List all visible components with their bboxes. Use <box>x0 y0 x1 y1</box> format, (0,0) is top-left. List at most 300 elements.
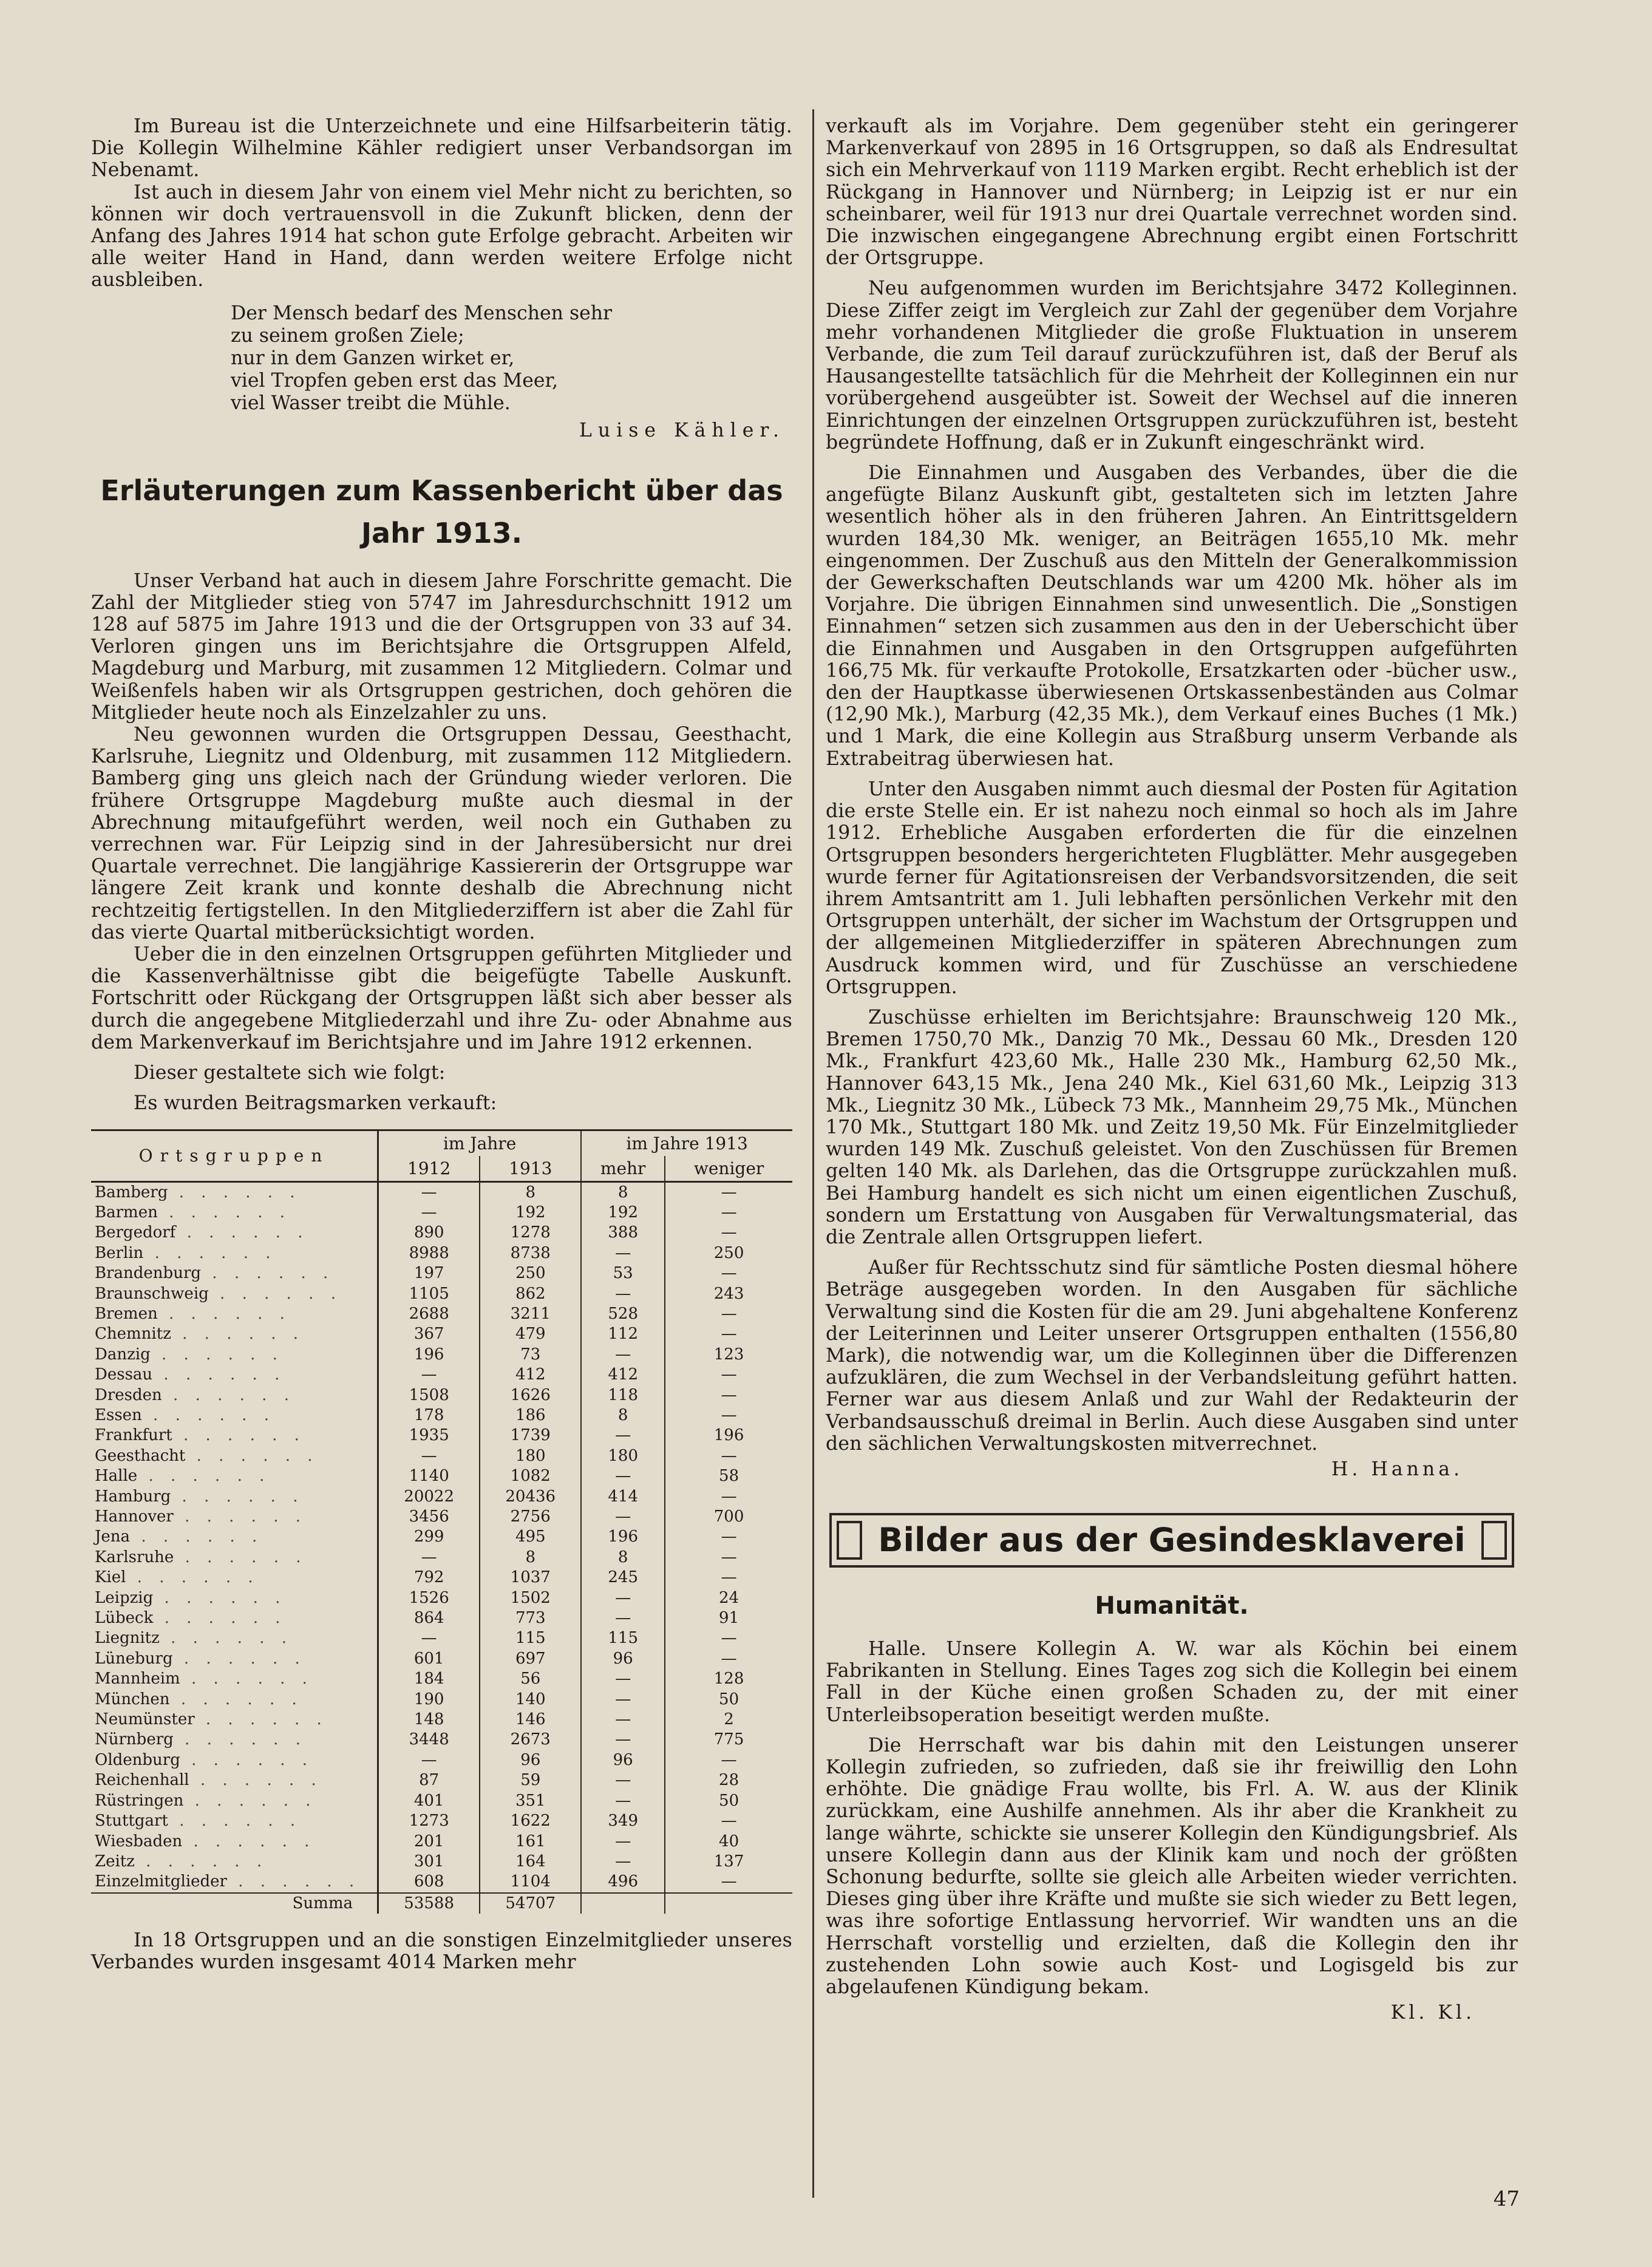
banner-title: Bilder aus der Gesindesklaverei <box>878 1521 1466 1560</box>
row-ortsgruppe <box>91 1527 378 1547</box>
table-row <box>91 1852 792 1872</box>
row-ortsgruppe <box>91 1669 378 1689</box>
row-weniger: — <box>665 1405 792 1426</box>
row-1913: 3211 <box>480 1304 581 1324</box>
row-1913: 773 <box>480 1608 581 1628</box>
table-row <box>91 1730 792 1750</box>
row-1912: — <box>421 1446 437 1465</box>
row-ortsgruppe-name: Reichenhall <box>95 1771 189 1790</box>
row-mehr: — <box>581 1608 665 1628</box>
row-weniger: — <box>665 1811 792 1831</box>
row-ortsgruppe-name: Oldenburg <box>95 1750 180 1769</box>
row-ortsgruppe-name: Einzelmitglieder <box>95 1872 227 1891</box>
leader-dots: . . . . . . <box>168 1812 302 1830</box>
row-weniger: — <box>665 1263 792 1283</box>
table-row <box>91 1466 792 1486</box>
row-1913: 8 <box>480 1181 581 1203</box>
row-1912: 87 <box>419 1771 440 1790</box>
leader-dots: . . . . . . <box>180 1750 314 1769</box>
leader-dots: . . . . . . <box>171 1325 305 1344</box>
row-ortsgruppe-name: Jena <box>95 1528 131 1546</box>
row-1913: 73 <box>480 1345 581 1365</box>
row-ortsgruppe <box>91 1649 378 1669</box>
row-mehr: — <box>581 1284 665 1304</box>
row-mehr: 528 <box>581 1304 665 1324</box>
table-row <box>91 1203 792 1223</box>
row-1912: 197 <box>413 1264 444 1283</box>
table-row <box>91 1385 792 1405</box>
row-mehr: 388 <box>581 1223 665 1243</box>
row-weniger: 137 <box>665 1852 792 1872</box>
row-1913: 8 <box>480 1548 581 1568</box>
row-weniger: — <box>665 1649 792 1669</box>
row-ortsgruppe-name: Lüneburg <box>95 1649 173 1668</box>
row-ortsgruppe <box>91 1852 378 1872</box>
row-ortsgruppe-name: Stuttgart <box>95 1812 168 1830</box>
row-weniger: — <box>665 1304 792 1324</box>
table-row <box>91 1791 792 1811</box>
header-im-jahre: im Jahre <box>443 1133 517 1154</box>
table-row <box>91 1608 792 1628</box>
row-ortsgruppe <box>91 1628 378 1648</box>
row-ortsgruppe <box>91 1203 378 1223</box>
table-row <box>91 1243 792 1263</box>
row-ortsgruppe-name: Geesthacht <box>95 1446 186 1465</box>
row-ortsgruppe-name: Bergedorf <box>95 1223 176 1242</box>
poem-line: nur in dem Ganzen wirket er, <box>231 347 515 369</box>
row-1913: 8738 <box>480 1243 581 1263</box>
column-divider <box>812 109 814 2198</box>
row-1913: 250 <box>480 1263 581 1283</box>
table-body <box>91 1181 792 1893</box>
row-weniger: 250 <box>665 1243 792 1263</box>
row-mehr: 496 <box>581 1872 665 1892</box>
banner-ornament-right <box>1481 1521 1507 1560</box>
row-1913: 164 <box>480 1852 581 1872</box>
row-1913: 1739 <box>480 1426 581 1446</box>
table-row <box>91 1181 792 1203</box>
leader-dots: . . . . . . <box>173 1507 307 1526</box>
banner-ornament-left <box>837 1521 862 1560</box>
story-signature: Kl. Kl. <box>1390 2002 1475 2024</box>
left-column <box>91 115 792 1974</box>
row-1912: 1273 <box>409 1812 449 1830</box>
row-weniger: 58 <box>665 1466 792 1486</box>
row-1912: — <box>421 1365 437 1384</box>
poem <box>231 302 792 415</box>
body-paragraph: Ueber die in den einzelnen Ortsgruppen geführten Mitglieder und die Kassenverhältnisse gibt die beigefügte Tabelle Auskunft. Fortschritt oder Rückgang der Ortsgruppen läßt sich aber besser als durch die angegebene Mitgliederzahl und ihre Zu- oder Abnahme aus dem Markenverkauf im Berichtsjahre und im Jahre 1912 erkennen. <box>91 943 792 1053</box>
row-weniger: 28 <box>665 1770 792 1790</box>
row-mehr: 412 <box>581 1365 665 1385</box>
table-row <box>91 1284 792 1304</box>
row-mehr: 118 <box>581 1385 665 1405</box>
leader-dots: . . . . . . <box>172 1649 306 1668</box>
closing-paragraph: In 18 Ortsgruppen und an die sonstigen Einzelmitglieder unseres Verbandes wurden insgesamt 4014 Marken mehr <box>91 1929 792 1974</box>
row-ortsgruppe-name: Wiesbaden <box>95 1832 183 1851</box>
row-1912: 299 <box>413 1528 444 1546</box>
table-row <box>91 1446 792 1466</box>
row-weniger: — <box>665 1548 792 1568</box>
row-1913: 192 <box>480 1203 581 1223</box>
row-1913: 351 <box>480 1791 581 1811</box>
leader-dots: . . . . . . <box>185 1446 319 1465</box>
body-paragraph: Neu gewonnen wurden die Ortsgruppen Dessau, Geesthacht, Karlsruhe, Liegnitz und Oldenburg, mit zusammen 112 Mitgliedern. Bamberg ging uns gleich nach der Gründung wieder verloren. Die frühere Ortsgruppe Magdeburg mußte auch diesmal in der Abrechnung mitaufgeführt werden, weil noch ein Guthaben zu verrechnen war. Für Leipzig sind in der Jahresübersicht nur drei Quartale verrechnet. Die langjährige Kassiererin der Ortsgruppe war längere Zeit krank und konnte deshalb die Abrechnung nicht rechtzeitig fertigstellen. In den Mitgliederziffern ist aber die Zahl für das vierte Quartal mitberücksichtigt worden. <box>91 724 792 943</box>
row-ortsgruppe <box>91 1750 378 1770</box>
row-1912: 148 <box>413 1710 444 1729</box>
leader-dots: . . . . . . <box>180 1670 313 1688</box>
row-1912: 8988 <box>409 1243 449 1262</box>
row-1912: 2688 <box>409 1304 449 1323</box>
row-ortsgruppe <box>91 1365 378 1385</box>
row-weniger: 700 <box>665 1507 792 1527</box>
row-1912: 608 <box>413 1872 444 1891</box>
row-mehr: — <box>581 1507 665 1527</box>
row-ortsgruppe-name: Mannheim <box>95 1670 180 1688</box>
body-paragraph: Die Einnahmen und Ausgaben des Verbandes, über die die angefügte Bilanz Auskunft gibt, gestalteten sich im letzten Jahre wesentlich höher als in den früheren Jahren. An Eintrittsgeldern wurden 184,30 Mk. weniger, an Beiträgen 1655,10 Mk. mehr eingenommen. Der Zuschuß aus den Mitteln der Generalkommission der Gewerkschaften Deutschlands war um 4200 Mk. höher als im Vorjahre. Die übrigen Einnahmen sind unwesentlich. Die „Sonstigen Einnahmen“ setzen sich zusammen aus den in der Ueberschicht über die Einnahmen und Ausgaben in den Ortsgruppen aufgeführten 166,75 Mk. für verkaufte Protokolle, Ersatzkarten oder -bücher usw., den der Hauptkasse überwiesenen Ortskassenbeständen aus Colmar (12,90 Mk.), Marburg (42,35 Mk.), dem Verkauf eines Buches (1 Mk.) und 1 Mark, die eine Kollegin aus Straßburg unserm Verbande als Extrabeitrag überwiesen hat. <box>826 462 1518 770</box>
row-mehr: 245 <box>581 1568 665 1588</box>
row-1913: 1082 <box>480 1466 581 1486</box>
table-row <box>91 1527 792 1547</box>
leader-dots: . . . . . . <box>174 1548 307 1566</box>
row-1913: 146 <box>480 1710 581 1730</box>
row-mehr: 180 <box>581 1446 665 1466</box>
row-ortsgruppe-name: Bremen <box>95 1304 158 1323</box>
body-paragraph: Neu aufgenommen wurden im Berichtsjahre 3472 Kolleginnen. Diese Ziffer zeigt im Vergleich zur Zahl der gegenüber dem Vorjahre mehr vorhandenen Mitglieder die große Fluktuation in unserem Verbande, die zum Teil darauf zurückzuführen ist, daß der Beruf als Hausangestellte tatsächlich für die Mehrheit der Kolleginnen ein nur vorübergehend ausgeübter ist. Soweit der Wechsel auf die inneren Einrichtungen der einzelnen Ortsgruppen zurückzuführen ist, besteht begründete Hoffnung, daß er in Zukunft eingeschränkt wird. <box>826 277 1518 454</box>
row-1913: 140 <box>480 1690 581 1710</box>
row-1913: 1037 <box>480 1568 581 1588</box>
row-1912: 184 <box>413 1670 444 1688</box>
row-weniger: 2 <box>665 1710 792 1730</box>
leader-dots: . . . . . . <box>171 1487 304 1506</box>
intro-paragraph-1: Im Bureau ist die Unterzeichnete und eine Hilfsarbeiterin tätig. Die Kollegin Wilhelmine Kähler redigiert unser Verbandsorgan im Nebenamt. <box>91 115 792 182</box>
table-row <box>91 1811 792 1831</box>
row-weniger: — <box>665 1324 792 1344</box>
story-paragraph: Halle. Unsere Kollegin A. W. war als Köchin bei einem Fabrikanten in Stellung. Eines Tages zog sich die Kollegin bei einem Fall in der Küche einen großen Schaden zu, der mit einer Unterleibsoperation beseitigt werden mußte. <box>826 1637 1518 1726</box>
row-mehr: — <box>581 1710 665 1730</box>
row-ortsgruppe-name: Bamberg <box>95 1183 168 1201</box>
row-1912: — <box>421 1203 437 1222</box>
row-ortsgruppe <box>91 1263 378 1283</box>
row-ortsgruppe <box>91 1872 378 1892</box>
row-ortsgruppe-name: Essen <box>95 1405 142 1424</box>
table-row <box>91 1405 792 1426</box>
row-ortsgruppe-name: Hannover <box>95 1507 174 1526</box>
row-ortsgruppe-name: München <box>95 1690 170 1708</box>
total-weniger <box>665 1893 792 1914</box>
row-ortsgruppe <box>91 1608 378 1628</box>
header-mehr: mehr <box>581 1156 665 1182</box>
body-paragraph: Unter den Ausgaben nimmt auch diesmal der Posten für Agitation die erste Stelle ein. Er ist nahezu noch einmal so hoch als im Jahre 1912. Erhebliche Ausgaben erforderten die für die einzelnen Ortsgruppen besonders hergerichteten Flugblätter. Mehr ausgegeben wurde ferner für Agitationsreisen der Verbandsvorsitzenden, die seit ihrem Amtsantritt am 1. Juli lebhaften persönlichen Verkehr mit den Ortsgruppen unterhält, der sicher im Wachstum der Ortsgruppen und der allgemeinen Mitgliederziffer in späteren Abrechnungen zum Ausdruck kommen wird, und für Zuschüsse an verschiedene Ortsgruppen. <box>826 778 1518 998</box>
leader-dots: . . . . . . <box>130 1528 263 1546</box>
row-weniger: — <box>665 1446 792 1466</box>
row-weniger: 775 <box>665 1730 792 1750</box>
row-ortsgruppe <box>91 1487 378 1507</box>
section-banner <box>829 1513 1514 1568</box>
row-1913: 1622 <box>480 1811 581 1831</box>
row-weniger: — <box>665 1203 792 1223</box>
row-ortsgruppe-name: Rüstringen <box>95 1791 184 1810</box>
row-mehr: — <box>581 1466 665 1486</box>
leader-dots: . . . . . . <box>208 1284 342 1303</box>
row-1913: 412 <box>480 1365 581 1385</box>
row-1912: 190 <box>413 1690 444 1708</box>
leader-dots: . . . . . . <box>153 1609 287 1628</box>
row-1912: 3448 <box>409 1730 449 1749</box>
row-ortsgruppe <box>91 1345 378 1365</box>
leader-dots: . . . . . . <box>143 1243 277 1262</box>
row-mehr: — <box>581 1852 665 1872</box>
row-ortsgruppe <box>91 1426 378 1446</box>
row-mehr: 8 <box>581 1181 665 1203</box>
row-1913: 115 <box>480 1628 581 1648</box>
row-ortsgruppe <box>91 1507 378 1527</box>
row-weniger: 123 <box>665 1345 792 1365</box>
leader-dots: . . . . . . <box>134 1852 268 1871</box>
leader-dots: . . . . . . <box>168 1183 301 1201</box>
row-weniger: 50 <box>665 1690 792 1710</box>
row-ortsgruppe <box>91 1568 378 1588</box>
row-ortsgruppe-name: Zeitz <box>95 1852 135 1871</box>
row-1913: 180 <box>480 1446 581 1466</box>
row-weniger: — <box>665 1750 792 1770</box>
row-weniger: — <box>665 1628 792 1648</box>
leader-dots: . . . . . . <box>172 1426 305 1445</box>
row-mehr: 112 <box>581 1324 665 1344</box>
row-1913: 1278 <box>480 1223 581 1243</box>
row-mehr: — <box>581 1426 665 1446</box>
row-mehr: — <box>581 1791 665 1811</box>
row-weniger: — <box>665 1487 792 1507</box>
row-1913: 2673 <box>480 1730 581 1750</box>
intro-paragraph-2: Ist auch in diesem Jahr von einem viel Mehr nicht zu berichten, so können wir doch vertrauensvoll in die Zukunft blicken, denn der Anfang des Jahres 1914 hat schon gute Erfolge gebracht. Arbeiten wir alle weiter Hand in Hand, dann werden weitere Erfolge nicht ausbleiben. <box>91 181 792 291</box>
row-1913: 697 <box>480 1649 581 1669</box>
row-1913: 2756 <box>480 1507 581 1527</box>
row-1912: 3456 <box>409 1507 449 1526</box>
row-ortsgruppe <box>91 1385 378 1405</box>
row-1913: 1104 <box>480 1872 581 1892</box>
row-1913: 59 <box>480 1770 581 1790</box>
table-row <box>91 1345 792 1365</box>
row-1912: 601 <box>413 1649 444 1668</box>
table-row <box>91 1263 792 1283</box>
page-number: 47 <box>1493 2187 1520 2211</box>
article-signature: H. Hanna. <box>1331 1458 1463 1480</box>
row-ortsgruppe <box>91 1243 378 1263</box>
row-1912: 1935 <box>409 1426 449 1445</box>
table-row <box>91 1628 792 1648</box>
row-1912: 1140 <box>409 1467 449 1486</box>
row-1913: 96 <box>480 1750 581 1770</box>
row-weniger: 243 <box>665 1284 792 1304</box>
row-1912: 401 <box>413 1791 444 1810</box>
leader-dots: . . . . . . <box>159 1629 293 1648</box>
leader-dots: . . . . . . <box>194 1710 328 1729</box>
row-mehr: — <box>581 1345 665 1365</box>
row-ortsgruppe-name: Dresden <box>95 1385 162 1404</box>
row-ortsgruppe-name: Barmen <box>95 1203 158 1222</box>
row-mehr: — <box>581 1588 665 1608</box>
row-weniger: — <box>665 1385 792 1405</box>
row-1913: 186 <box>480 1405 581 1426</box>
row-ortsgruppe <box>91 1223 378 1243</box>
leader-dots: . . . . . . <box>150 1345 284 1364</box>
body-paragraph: Dieser gestaltete sich wie folgt: <box>134 1062 446 1084</box>
row-mehr: 349 <box>581 1811 665 1831</box>
stamp-sales-table <box>91 1129 792 1914</box>
poem-line: Der Mensch bedarf des Menschen sehr <box>231 302 613 324</box>
row-ortsgruppe-name: Dessau <box>95 1365 153 1384</box>
row-ortsgruppe-name: Braunschweig <box>95 1284 209 1303</box>
header-ortsgruppen: Ortsgruppen <box>91 1130 378 1181</box>
table-row <box>91 1690 792 1710</box>
row-weniger: — <box>665 1527 792 1547</box>
poem-signature: Luise Kähler. <box>579 419 785 441</box>
table-row <box>91 1223 792 1243</box>
leader-dots: . . . . . . <box>183 1791 317 1810</box>
row-1912: 301 <box>413 1852 444 1871</box>
leader-dots: . . . . . . <box>161 1385 295 1404</box>
table-row <box>91 1770 792 1790</box>
leader-dots: . . . . . . <box>226 1872 361 1891</box>
row-mehr: 96 <box>581 1649 665 1669</box>
table-row <box>91 1548 792 1568</box>
leader-dots: . . . . . . <box>137 1467 271 1486</box>
poem-line: viel Tropfen geben erst das Meer, <box>231 369 559 392</box>
row-mehr: 192 <box>581 1203 665 1223</box>
right-column <box>826 115 1518 2024</box>
table-row <box>91 1710 792 1730</box>
table-row <box>91 1304 792 1324</box>
row-mehr: — <box>581 1243 665 1263</box>
header-1912: 1912 <box>407 1158 451 1178</box>
total-label: Summa <box>91 1893 378 1914</box>
row-mehr: 53 <box>581 1263 665 1283</box>
row-ortsgruppe <box>91 1284 378 1304</box>
row-ortsgruppe-name: Karlsruhe <box>95 1548 174 1566</box>
table-total-row <box>91 1893 792 1914</box>
row-mehr: — <box>581 1770 665 1790</box>
leader-dots: . . . . . . <box>157 1203 291 1222</box>
row-1912: 178 <box>413 1405 444 1424</box>
total-1913: 54707 <box>480 1893 581 1914</box>
row-1912: 792 <box>413 1568 444 1587</box>
table-row <box>91 1324 792 1344</box>
row-1912: — <box>421 1750 437 1769</box>
row-1913: 1502 <box>480 1588 581 1608</box>
row-ortsgruppe <box>91 1548 378 1568</box>
table-row <box>91 1568 792 1588</box>
row-1912: 1526 <box>409 1588 449 1607</box>
leader-dots: . . . . . . <box>157 1304 291 1323</box>
row-mehr: 115 <box>581 1628 665 1648</box>
story-heading: Humanität. <box>1095 1591 1249 1620</box>
row-1912: 367 <box>413 1325 444 1344</box>
row-ortsgruppe <box>91 1811 378 1831</box>
row-ortsgruppe-name: Liegnitz <box>95 1629 160 1648</box>
row-ortsgruppe-name: Danzig <box>95 1345 151 1364</box>
body-paragraph: Außer für Rechtsschutz sind für sämtliche Posten diesmal höhere Beträge ausgegeben worden. In den Ausgaben für sächliche Verwaltung sind die Kosten für die am 29. Juni abgehaltene Konferenz der Leiterinnen und Leiter unserer Ortsgruppen enthalten (1556,80 Mark), die notwendig war, um die Kolleginnen über die Differenzen aufzuklären, die zum Wechsel in der Verbandsleitung geführt hatten. Ferner war aus diesem Anlaß und zur Wahl der Redakteurin der Verbandsausschuß dreimal in Berlin. Auch diese Ausgaben sind unter den sächlichen Verwaltungskosten mitverrechnet. <box>826 1257 1518 1455</box>
row-1913: 1626 <box>480 1385 581 1405</box>
total-1912: 53588 <box>378 1893 480 1914</box>
body-paragraph: Zuschüsse erhielten im Berichtsjahre: Braunschweig 120 Mk., Bremen 1750,70 Mk., Danzig 70 Mk., Dessau 60 Mk., Dresden 120 Mk., Frankfurt 423,60 Mk., Halle 230 Mk., Hamburg 62,50 Mk., Hannover 643,15 Mk., Jena 240 Mk., Kiel 631,60 Mk., Leipzig 313 Mk., Liegnitz 30 Mk., Lübeck 73 Mk., Mannheim 29,75 Mk., München 170 Mk., Stuttgart 180 Mk. und Zeitz 19,50 Mk. Für Einzelmitglieder wurden 149 Mk. Zuschuß geleistet. Von den Zuschüssen für Bremen gelten 140 Mk. als Darlehen, das die Ortsgruppe zurückzahlen muß. Bei Hamburg handelt es sich nicht um einen eigentlichen Zuschuß, sondern um Erstattung von Ausgaben für Verwaltungsmaterial, das die Zentrale allen Ortsgruppen liefert. <box>826 1006 1518 1248</box>
row-weniger: 40 <box>665 1832 792 1852</box>
row-ortsgruppe <box>91 1304 378 1324</box>
leader-dots: . . . . . . <box>153 1588 287 1607</box>
table-caption: Es wurden Beitragsmarken verkauft: <box>134 1092 497 1115</box>
body-paragraph: Unser Verband hat auch in diesem Jahre Forschritte gemacht. Die Zahl der Mitglieder stieg von 5747 im Jahresdurchschnitt 1912 um 128 auf 5875 im Jahre 1913 und die der Ortsgruppen von 33 auf 34. Verloren gingen uns im Berichtsjahre die Ortsgruppen Alfeld, Magdeburg und Marburg, mit zusammen 12 Mitgliedern. Colmar und Weißenfels haben wir als Ortsgruppen gestrichen, doch gehören die Mitglieder heute noch als Einzelzahler zu uns. <box>91 569 792 724</box>
row-ortsgruppe-name: Leipzig <box>95 1588 154 1607</box>
row-weniger: 196 <box>665 1426 792 1446</box>
story-paragraph: Die Herrschaft war bis dahin mit den Leistungen unserer Kollegin zufrieden, so zufrieden, daß sie ihr freiwillig den Lohn erhöhte. Die gnädige Frau wollte, bis Frl. A. W. aus der Klinik zurückkam, eine Aushilfe annehmen. Als ihr aber die Krankheit zu lange währte, schickte sie unserer Kollegin den Kündigungsbrief. Als unsere Kollegin dann aus der Klinik kam und noch der größten Schonung bedurfte, sollte sie gleich alle Arbeiten wieder verrichten. Dieses ging über ihre Kräfte und mußte sie sich wieder zu Bett legen, was ihre sofortige Entlassung hervorrief. Wir wandten uns an die Herrschaft vorstellig und erzielten, daß die Kollegin den ihr zustehenden Lohn sowie auch Kost- und Logisgeld bis zur abgelaufenen Kündigung bekam. <box>826 1734 1518 1999</box>
body-paragraph: verkauft als im Vorjahre. Dem gegenüber steht ein geringerer Markenverkauf von 2895 in 16 Ortsgruppen, so daß als Endresultat sich ein Mehrverkauf von 1119 Marken ergibt. Recht erheblich ist der Rückgang in Hannover und Nürnberg; in Leipzig ist er nur ein scheinbarer, weil für 1913 nur drei Quartale verrechnet worden sind. Die inzwischen eingegangene Abrechnung ergibt einen Fortschritt der Ortsgruppe. <box>826 115 1518 270</box>
row-ortsgruppe <box>91 1710 378 1730</box>
row-1912: 1105 <box>409 1284 449 1303</box>
row-1912: 196 <box>413 1345 444 1364</box>
row-1912: — <box>421 1548 437 1566</box>
table-row <box>91 1426 792 1446</box>
row-ortsgruppe-name: Kiel <box>95 1568 126 1587</box>
table-row <box>91 1750 792 1770</box>
row-ortsgruppe <box>91 1181 378 1203</box>
row-mehr: 8 <box>581 1548 665 1568</box>
header-1913: 1913 <box>480 1156 581 1182</box>
row-ortsgruppe <box>91 1324 378 1344</box>
table-row <box>91 1669 792 1689</box>
table-row <box>91 1588 792 1608</box>
row-1912: — <box>421 1183 437 1201</box>
leader-dots: . . . . . . <box>201 1264 335 1283</box>
article-heading: Erläuterungen zum Kassenbericht über das Jahr 1913. <box>100 474 783 549</box>
row-weniger: — <box>665 1568 792 1588</box>
row-weniger: — <box>665 1365 792 1385</box>
row-weniger: 91 <box>665 1608 792 1628</box>
row-mehr: — <box>581 1690 665 1710</box>
row-ortsgruppe <box>91 1791 378 1811</box>
row-ortsgruppe-name: Frankfurt <box>95 1426 172 1445</box>
table-row <box>91 1872 792 1892</box>
poem-line: viel Wasser treibt die Mühle. <box>231 392 511 414</box>
row-mehr: — <box>581 1832 665 1852</box>
table-row <box>91 1507 792 1527</box>
table-row <box>91 1649 792 1669</box>
row-ortsgruppe-name: Berlin <box>95 1243 144 1262</box>
total-mehr <box>581 1893 665 1914</box>
row-ortsgruppe-name: Hamburg <box>95 1487 171 1506</box>
leader-dots: . . . . . . <box>173 1730 307 1749</box>
row-weniger: 50 <box>665 1791 792 1811</box>
leader-dots: . . . . . . <box>175 1223 309 1242</box>
row-mehr: — <box>581 1669 665 1689</box>
row-weniger: 128 <box>665 1669 792 1689</box>
leader-dots: . . . . . . <box>169 1690 303 1708</box>
row-weniger: — <box>665 1181 792 1203</box>
row-ortsgruppe <box>91 1770 378 1790</box>
table-row <box>91 1832 792 1852</box>
row-ortsgruppe-name: Brandenburg <box>95 1264 202 1283</box>
row-mehr: 96 <box>581 1750 665 1770</box>
row-weniger: — <box>665 1223 792 1243</box>
row-ortsgruppe-name: Lübeck <box>95 1609 154 1628</box>
row-ortsgruppe-name: Neumünster <box>95 1710 195 1729</box>
leader-dots: . . . . . . <box>182 1832 316 1851</box>
row-ortsgruppe-name: Nürnberg <box>95 1730 174 1749</box>
row-1912: 1508 <box>409 1385 449 1404</box>
row-1912: — <box>421 1629 437 1648</box>
leader-dots: . . . . . . <box>189 1771 322 1790</box>
row-1912: 864 <box>413 1609 444 1628</box>
row-ortsgruppe <box>91 1690 378 1710</box>
row-1912: 201 <box>413 1832 444 1851</box>
